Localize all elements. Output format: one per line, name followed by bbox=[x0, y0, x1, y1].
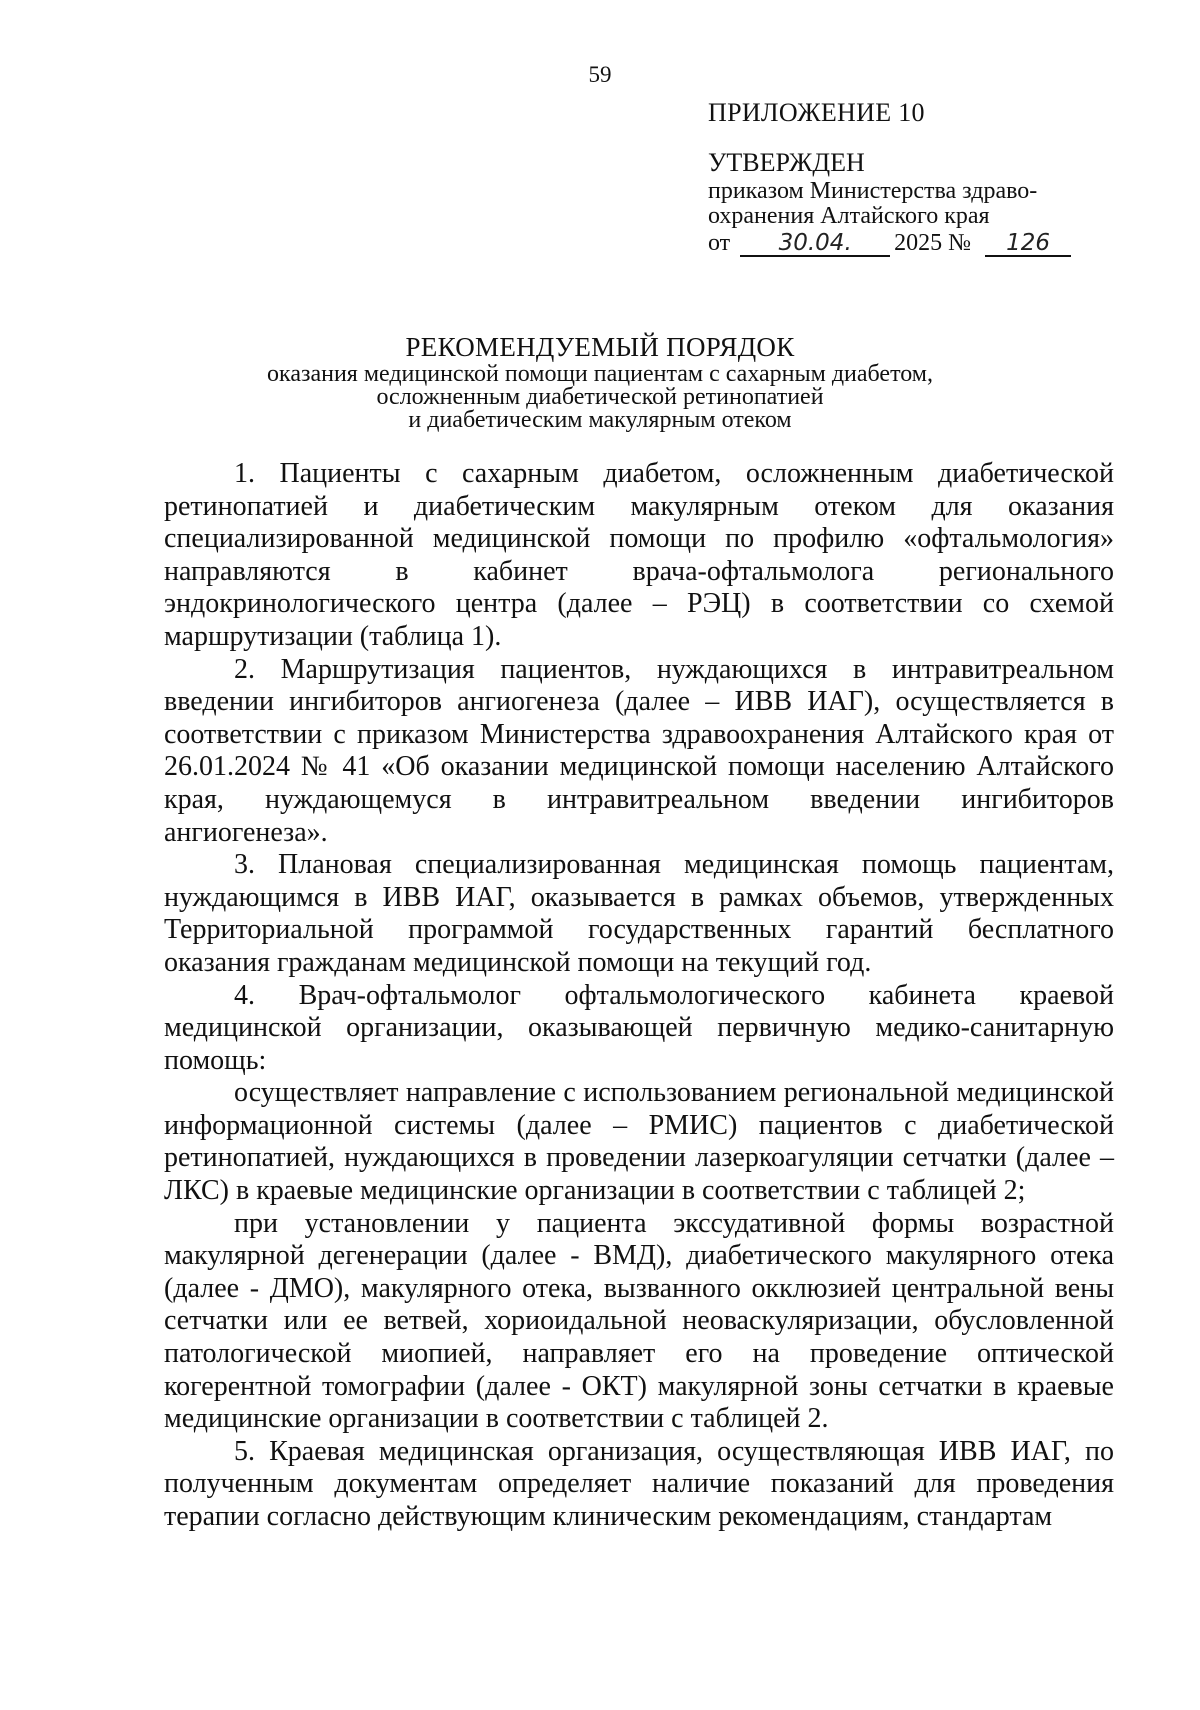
paragraph-2: 2. Маршрутизация пациентов, нуждающихся в интравитреальном введении ингибиторов ангиогенеза (далее – ИВВ ИАГ), осуществляется в соответствии с приказом Министерства здравоохранения Алтайского края от 26.01.2024 № 41 «Об оказании медицинской помощи населению Алтайского края, нуждающемуся в интравитреальном введении ингибиторов ангиогенеза». bbox=[164, 653, 1114, 848]
handwritten-order-number: 126 bbox=[985, 231, 1071, 257]
paragraph-1: 1. Пациенты с сахарным диабетом, осложненным диабетической ретинопатией и диабетическим макулярным отеком для оказания специализированной медицинской помощи по профилю «офтальмология» направляются в кабинет врача-офтальмолога регионального эндокринологического центра (далее – РЭЦ) в соответствии со схемой маршрутизации (таблица 1). bbox=[164, 458, 1114, 652]
page-number: 59 bbox=[588, 62, 612, 87]
approval-line-1: приказом Министерства здраво- bbox=[708, 178, 1038, 204]
document-title bbox=[0, 331, 1200, 432]
appendix-label: ПРИЛОЖЕНИЕ 10 bbox=[708, 98, 925, 127]
paragraph-4: 4. Врач-офтальмолог офтальмологического кабинета краевой медицинской организации, оказывающей первичную медико-санитарную помощь: bbox=[164, 979, 1114, 1076]
title-subtitle-2: осложненным диабетической ретинопатией bbox=[376, 384, 824, 410]
paragraph-4-item-2: при установлении у пациента экссудативной формы возрастной макулярной дегенерации (далее - ВМД), диабетического макулярного отека (далее - ДМО), макулярного отека, вызванного окклюзией центральной вены сетчатки или ее ветвей, хориоидальной неоваскуляризации, обусловленной патологической миопией, направляет его на проведение оптической когерентной томографии (далее - ОКТ) макулярной зоны сетчатки в краевые медицинские организации в соответствии с таблицей 2. bbox=[164, 1207, 1114, 1435]
document-body bbox=[164, 458, 1114, 1534]
approval-line-2: охранения Алтайского края bbox=[708, 203, 990, 229]
title-subtitle-3: и диабетическим макулярным отеком bbox=[408, 407, 792, 433]
date-prefix: от bbox=[708, 230, 731, 256]
title-subtitle-1: оказания медицинской помощи пациентам с сахарным диабетом, bbox=[267, 361, 933, 387]
approved-label: УТВЕРЖДЕН bbox=[708, 148, 865, 177]
paragraph-3: 3. Плановая специализированная медицинская помощь пациентам, нуждающимся в ИВВ ИАГ, оказывается в рамках объемов, утвержденных Территориальной программой государственных гарантий бесплатного оказания гражданам медицинской помощи на текущий год. bbox=[164, 849, 1114, 978]
title-main: РЕКОМЕНДУЕМЫЙ ПОРЯДОК bbox=[405, 332, 795, 362]
order-date-line bbox=[708, 229, 1148, 257]
approval-block bbox=[708, 147, 1148, 257]
paragraph-5: 5. Краевая медицинская организация, осуществляющая ИВВ ИАГ, по полученным документам определяет наличие показаний для проведения терапии согласно действующим клиническим рекомендациям, стандартам bbox=[164, 1435, 1114, 1532]
year-number-label: 2025 № bbox=[894, 230, 972, 256]
paragraph-4-item-1: осуществляет направление с использованием региональной медицинской информационной системы (далее – РМИС) пациентов с диабетической ретинопатией, нуждающихся в проведении лазеркоагуляции сетчатки (далее – ЛКС) в краевые медицинские организации в соответствии с таблицей 2; bbox=[164, 1077, 1114, 1207]
handwritten-date: 30.04. bbox=[740, 231, 890, 257]
